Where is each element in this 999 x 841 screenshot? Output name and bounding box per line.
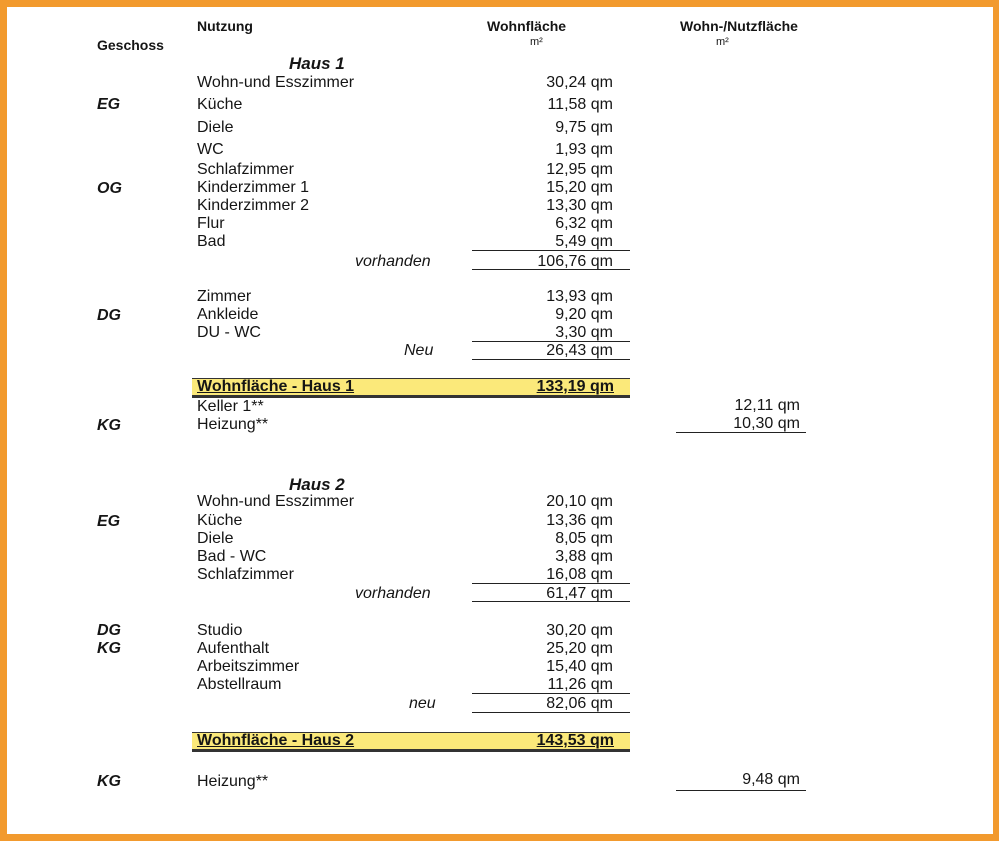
list-item: Abstellraum [197, 676, 282, 693]
haus1-new-total: 26,43 qm [546, 342, 613, 359]
cellar-rule [676, 790, 806, 791]
list-item-area: 13,93 qm [546, 288, 613, 305]
haus1-floor-kg: KG [97, 417, 121, 434]
list-item: Schlafzimmer [197, 566, 294, 583]
list-item-area: 9,20 qm [555, 306, 613, 323]
list-item-area: 6,32 qm [555, 215, 613, 232]
haus1-total-value: 133,19 qm [536, 378, 614, 395]
list-item-area: 3,30 qm [555, 324, 613, 341]
list-item-area: 20,10 qm [546, 493, 613, 510]
list-item: WC [197, 141, 224, 158]
haus1-floor-og: OG [97, 180, 122, 197]
haus2-new-total: 82,06 qm [546, 695, 613, 712]
subtotal-rule [472, 693, 630, 694]
list-item: Heizung** [197, 773, 269, 790]
list-item-area: 15,20 qm [546, 179, 613, 196]
list-item-area: 3,88 qm [555, 548, 613, 565]
list-item-area: 12,11 qm [734, 397, 800, 414]
list-item: Bad - WC [197, 548, 267, 565]
list-item-area: 11,26 qm [547, 676, 613, 693]
list-item-area: 1,93 qm [555, 141, 613, 158]
subtotal-rule [472, 583, 630, 584]
subtotal-rule [472, 269, 630, 270]
list-item: Heizung** [197, 416, 269, 433]
list-item-area: 5,49 qm [555, 233, 613, 250]
list-item: Küche [197, 96, 243, 113]
list-item-area: 11,58 qm [547, 96, 613, 113]
haus2-existing-label: vorhanden [355, 585, 431, 602]
subtotal-rule [472, 601, 630, 602]
list-item-area: 9,75 qm [555, 119, 613, 136]
list-item-area: 25,20 qm [546, 640, 613, 657]
haus1-title: Haus 1 [289, 54, 345, 73]
list-item-area: 16,08 qm [546, 566, 613, 583]
list-item: Flur [197, 215, 225, 232]
col-header-use: Nutzung [197, 18, 253, 34]
list-item-area: 12,95 qm [546, 161, 613, 178]
list-item: DU - WC [197, 324, 261, 341]
list-item-area: 13,30 qm [546, 197, 613, 214]
haus1-new-label: Neu [404, 342, 434, 359]
list-item-area: 30,20 qm [546, 622, 613, 639]
col-header-usable-area: Wohn-/Nutzfläche [680, 18, 798, 34]
list-item-area: 9,48 qm [742, 771, 800, 788]
haus2-floor-dg: DG [97, 622, 121, 639]
haus2-floor-kg-heating: KG [97, 773, 121, 790]
haus1-existing-label: vorhanden [355, 253, 431, 270]
haus1-floor-eg: EG [97, 96, 121, 113]
col-header-floor: Geschoss [97, 37, 164, 53]
haus2-title: Haus 2 [289, 475, 345, 494]
list-item: Aufenthalt [197, 640, 270, 657]
haus2-new-label: neu [409, 695, 436, 712]
list-item: Bad [197, 233, 226, 250]
haus2-total-label: Wohnfläche - Haus 2 [197, 732, 355, 749]
list-item: Ankleide [197, 306, 259, 323]
list-item-area: 15,40 qm [546, 658, 613, 675]
list-item: Kinderzimmer 1 [197, 179, 310, 196]
list-item: Keller 1** [197, 398, 264, 415]
col-header-living-area: Wohnfläche [487, 18, 567, 34]
haus2-existing-total: 61,47 qm [546, 585, 613, 602]
subtotal-rule [472, 712, 630, 713]
cellar-rule [676, 432, 806, 433]
list-item: Kinderzimmer 2 [197, 197, 310, 214]
haus1-total-label: Wohnfläche - Haus 1 [197, 378, 355, 395]
haus2-total-value: 143,53 qm [536, 732, 614, 749]
subtotal-rule [472, 250, 630, 251]
list-item: Wohn-und Esszimmer [197, 493, 355, 510]
list-item-area: 10,30 qm [733, 415, 800, 432]
haus1-existing-total: 106,76 qm [537, 253, 613, 270]
haus2-floor-eg: EG [97, 513, 121, 530]
list-item-area: 8,05 qm [555, 530, 613, 547]
subtotal-rule [472, 359, 630, 360]
col-header-usable-unit: m² [716, 36, 729, 48]
list-item: Schlafzimmer [197, 161, 294, 178]
list-item: Küche [197, 512, 243, 529]
haus2-floor-kg: KG [97, 640, 121, 657]
col-header-living-unit: m² [530, 36, 543, 48]
list-item: Diele [197, 119, 234, 136]
list-item: Studio [197, 622, 243, 639]
list-item: Wohn-und Esszimmer [197, 74, 355, 91]
list-item: Arbeitszimmer [197, 658, 300, 675]
list-item-area: 13,36 qm [546, 512, 613, 529]
haus1-floor-dg: DG [97, 307, 121, 324]
list-item: Diele [197, 530, 234, 547]
list-item: Zimmer [197, 288, 252, 305]
list-item-area: 30,24 qm [546, 74, 613, 91]
